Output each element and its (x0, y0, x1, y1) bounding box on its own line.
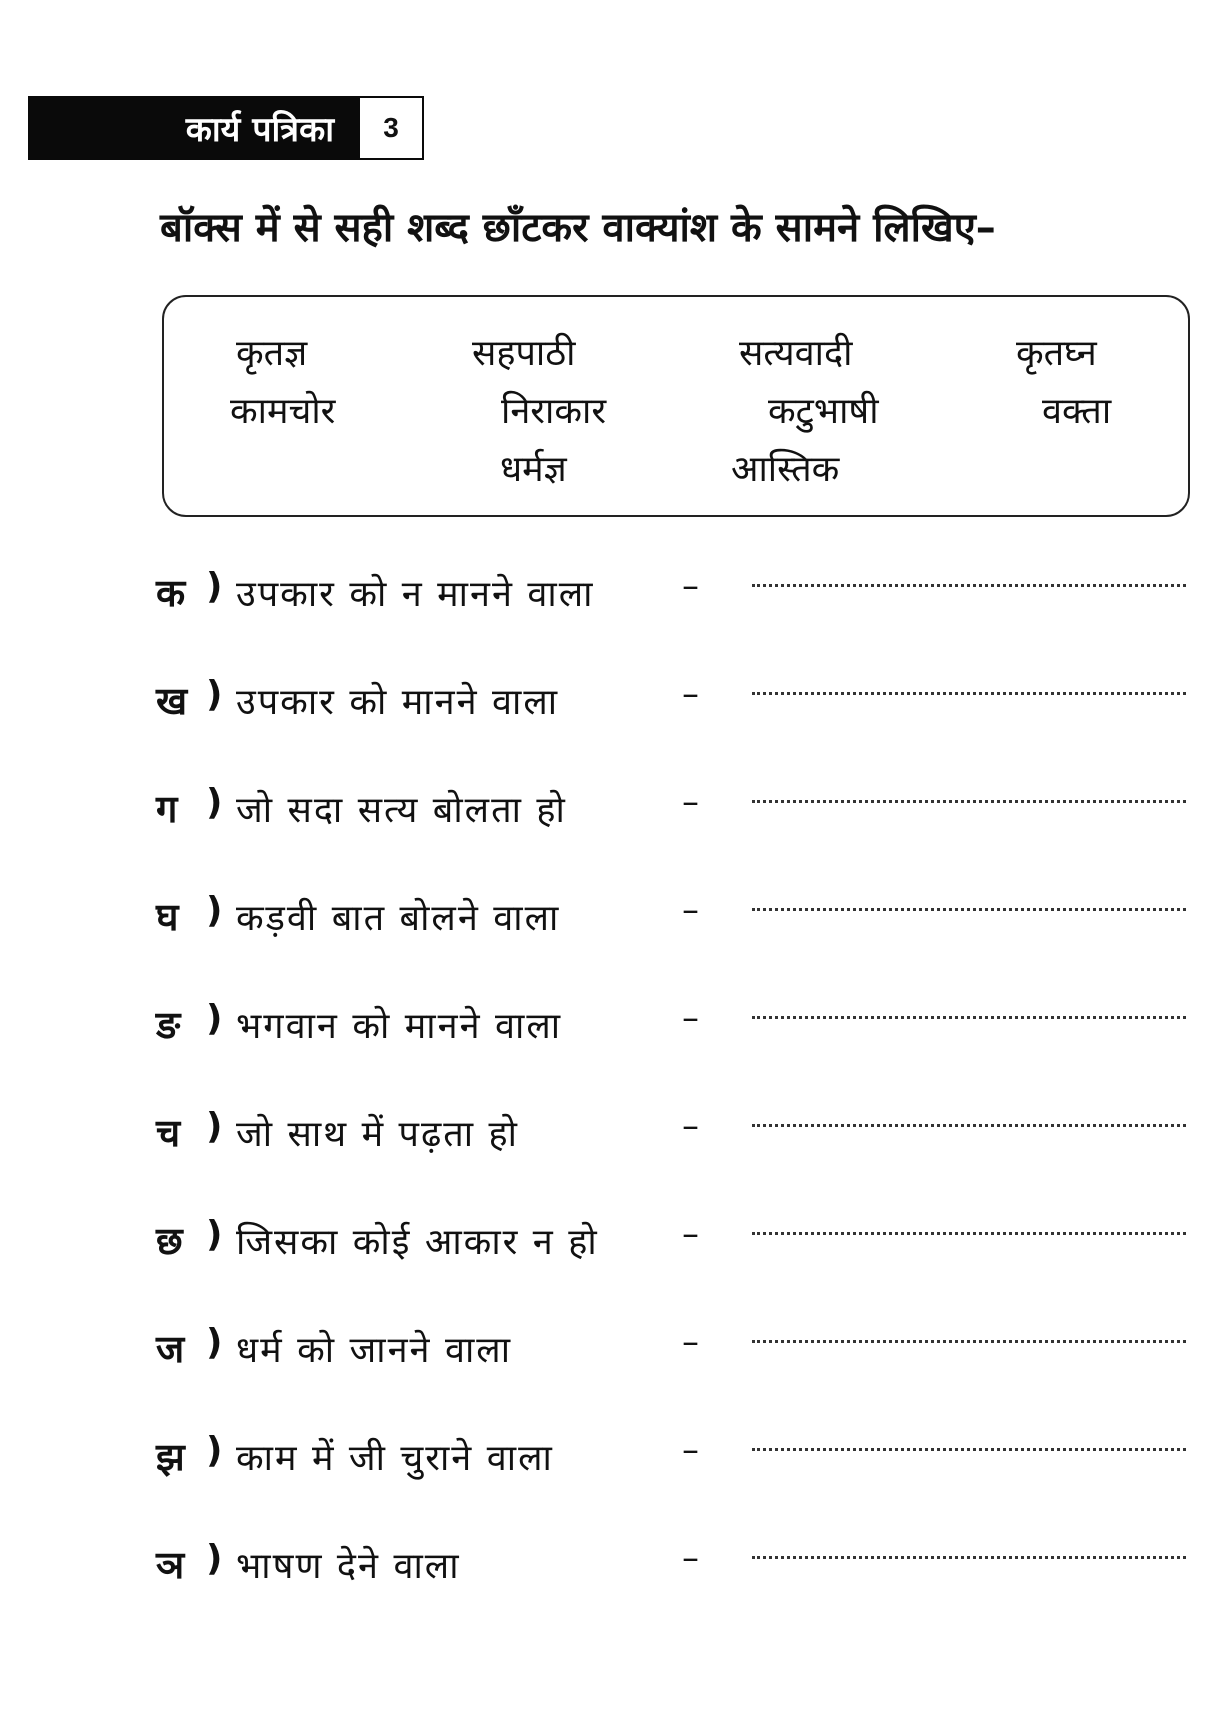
question-paren: ) (206, 674, 223, 715)
question-letter: ग (156, 787, 178, 831)
question-letter: ज (156, 1327, 185, 1371)
word-option: सहपाठी (472, 333, 576, 374)
question-letter: च (156, 1111, 181, 1155)
answer-blank[interactable] (752, 1556, 1186, 1559)
word-option: सत्यवादी (739, 333, 853, 374)
question-letter: छ (156, 1219, 183, 1263)
worksheet-number: 3 (360, 96, 424, 160)
question-text: उपकार को न मानने वाला (236, 574, 595, 615)
instruction-text: बॉक्स में से सही शब्द छाँटकर वाक्यांश के सामने लिखिए– (160, 205, 996, 251)
question-text: कड़वी बात बोलने वाला (236, 898, 561, 939)
question-paren: ) (206, 782, 223, 823)
worksheet-title: कार्य पत्रिका (28, 96, 360, 160)
word-option: कृतघ्न (1016, 333, 1097, 374)
question-text: भगवान को मानने वाला (236, 1006, 563, 1047)
word-option: कटुभाषी (768, 391, 879, 432)
question-dash: – (682, 674, 699, 714)
question-dash: – (682, 782, 699, 822)
word-box (162, 295, 1190, 517)
answer-blank[interactable] (752, 1124, 1186, 1127)
answer-blank[interactable] (752, 584, 1186, 587)
question-text: उपकार को मानने वाला (236, 682, 560, 723)
question-row (156, 674, 1196, 734)
word-option: कृतज्ञ (236, 333, 308, 374)
question-dash: – (682, 566, 699, 606)
answer-blank[interactable] (752, 1232, 1186, 1235)
question-text: जो साथ में पढ़ता हो (236, 1114, 520, 1155)
question-text: भाषण देने वाला (236, 1546, 461, 1587)
question-row (156, 1430, 1196, 1490)
question-letter: ख (156, 679, 188, 723)
question-paren: ) (206, 998, 223, 1039)
question-letter: घ (156, 895, 179, 939)
question-letter: ङ (156, 1003, 181, 1047)
question-letter: क (156, 571, 186, 615)
question-text: जिसका कोई आकार न हो (236, 1222, 599, 1263)
answer-blank[interactable] (752, 1016, 1186, 1019)
question-paren: ) (206, 1106, 223, 1147)
question-row (156, 1106, 1196, 1166)
answer-blank[interactable] (752, 1340, 1186, 1343)
question-paren: ) (206, 1214, 223, 1255)
word-option: कामचोर (230, 391, 336, 432)
question-row (156, 1322, 1196, 1382)
question-text: धर्म को जानने वाला (236, 1330, 513, 1371)
question-row (156, 890, 1196, 950)
question-dash: – (682, 890, 699, 930)
word-option: वक्ता (1042, 391, 1112, 432)
answer-blank[interactable] (752, 908, 1186, 911)
answer-blank[interactable] (752, 800, 1186, 803)
answer-blank[interactable] (752, 1448, 1186, 1451)
question-paren: ) (206, 566, 223, 607)
question-letter: ञ (156, 1543, 185, 1587)
question-dash: – (682, 1430, 699, 1470)
answer-blank[interactable] (752, 692, 1186, 695)
word-option: निराकार (501, 391, 607, 432)
question-letter: झ (156, 1435, 185, 1479)
question-paren: ) (206, 1538, 223, 1579)
question-paren: ) (206, 1322, 223, 1363)
question-dash: – (682, 1214, 699, 1254)
question-text: जो सदा सत्य बोलता हो (236, 790, 567, 831)
question-dash: – (682, 1322, 699, 1362)
question-row (156, 1214, 1196, 1274)
word-option: धर्मज्ञ (500, 449, 567, 490)
question-dash: – (682, 998, 699, 1038)
worksheet-header (28, 96, 424, 160)
word-option: आस्तिक (731, 449, 840, 490)
question-paren: ) (206, 890, 223, 931)
question-text: काम में जी चुराने वाला (236, 1438, 554, 1479)
question-row (156, 1538, 1196, 1598)
question-row (156, 998, 1196, 1058)
question-paren: ) (206, 1430, 223, 1471)
question-dash: – (682, 1538, 699, 1578)
question-row (156, 566, 1196, 626)
question-dash: – (682, 1106, 699, 1146)
question-row (156, 782, 1196, 842)
